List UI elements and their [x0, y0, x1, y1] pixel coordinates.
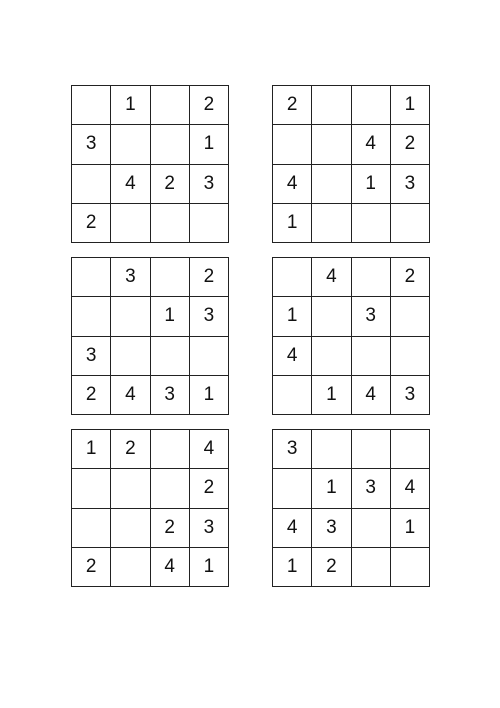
puzzle-cell[interactable]: 3 — [190, 509, 229, 548]
puzzle-cell[interactable] — [352, 337, 391, 376]
puzzle-cell[interactable]: 1 — [190, 125, 229, 164]
puzzle-cell[interactable]: 1 — [391, 509, 430, 548]
puzzle-cell[interactable] — [391, 204, 430, 243]
puzzle-cell[interactable]: 1 — [111, 86, 150, 125]
puzzle-cell[interactable]: 4 — [391, 469, 430, 508]
puzzle-cell[interactable] — [312, 125, 351, 164]
puzzle-cell[interactable]: 3 — [151, 376, 190, 415]
puzzle-cell[interactable]: 3 — [190, 165, 229, 204]
puzzle-cell[interactable]: 4 — [111, 376, 150, 415]
puzzle-cell[interactable]: 1 — [273, 548, 312, 587]
puzzle-cell[interactable]: 1 — [312, 469, 351, 508]
puzzle-cell[interactable]: 4 — [273, 337, 312, 376]
puzzle-cell[interactable]: 4 — [190, 430, 229, 469]
puzzle-cell[interactable]: 1 — [190, 376, 229, 415]
puzzle-cell[interactable] — [391, 548, 430, 587]
puzzle-cell[interactable]: 2 — [72, 548, 111, 587]
puzzle-cell[interactable] — [72, 469, 111, 508]
puzzle-cell[interactable]: 1 — [72, 430, 111, 469]
puzzle-cell[interactable]: 3 — [352, 297, 391, 336]
puzzle-cell[interactable] — [391, 337, 430, 376]
puzzle-cell[interactable] — [151, 430, 190, 469]
puzzle-grid-6 — [272, 429, 430, 587]
puzzle-cell[interactable] — [190, 204, 229, 243]
puzzle-cell[interactable] — [151, 258, 190, 297]
puzzle-cell[interactable] — [111, 337, 150, 376]
puzzle-grid-4 — [272, 257, 430, 415]
puzzle-cell[interactable]: 2 — [72, 204, 111, 243]
puzzle-cell[interactable] — [352, 509, 391, 548]
puzzle-cell[interactable] — [111, 469, 150, 508]
puzzle-cell[interactable]: 2 — [391, 258, 430, 297]
puzzle-cell[interactable] — [273, 125, 312, 164]
puzzle-cell[interactable] — [352, 548, 391, 587]
puzzle-cell[interactable] — [151, 125, 190, 164]
puzzle-cell[interactable] — [72, 509, 111, 548]
puzzle-cell[interactable] — [72, 86, 111, 125]
puzzle-cell[interactable]: 1 — [151, 297, 190, 336]
puzzle-cell[interactable]: 2 — [151, 165, 190, 204]
puzzle-cell[interactable]: 3 — [312, 509, 351, 548]
puzzle-cell[interactable] — [273, 258, 312, 297]
puzzle-grid-2 — [272, 85, 430, 243]
puzzle-cell[interactable]: 3 — [190, 297, 229, 336]
puzzle-cell[interactable]: 2 — [190, 258, 229, 297]
puzzle-cell[interactable] — [72, 297, 111, 336]
puzzle-cell[interactable]: 1 — [391, 86, 430, 125]
puzzle-cell[interactable]: 4 — [151, 548, 190, 587]
puzzle-cell[interactable] — [72, 258, 111, 297]
puzzle-cell[interactable] — [312, 297, 351, 336]
puzzle-cell[interactable]: 2 — [312, 548, 351, 587]
puzzle-cell[interactable]: 3 — [111, 258, 150, 297]
puzzle-cell[interactable] — [312, 430, 351, 469]
puzzle-cell[interactable]: 2 — [111, 430, 150, 469]
puzzle-cell[interactable]: 2 — [190, 469, 229, 508]
puzzle-cell[interactable]: 3 — [391, 376, 430, 415]
puzzle-cell[interactable] — [352, 430, 391, 469]
puzzle-cell[interactable]: 3 — [352, 469, 391, 508]
puzzle-cell[interactable]: 1 — [312, 376, 351, 415]
puzzle-cell[interactable]: 4 — [352, 376, 391, 415]
puzzle-cell[interactable] — [273, 469, 312, 508]
puzzle-cell[interactable] — [111, 125, 150, 164]
puzzle-cell[interactable] — [111, 297, 150, 336]
puzzle-cell[interactable]: 4 — [273, 165, 312, 204]
puzzle-cell[interactable]: 3 — [72, 337, 111, 376]
puzzle-cell[interactable] — [352, 204, 391, 243]
puzzle-cell[interactable] — [312, 86, 351, 125]
puzzle-grid-1 — [71, 85, 229, 243]
puzzle-cell[interactable] — [391, 297, 430, 336]
puzzle-cell[interactable]: 1 — [190, 548, 229, 587]
puzzle-cell[interactable]: 2 — [391, 125, 430, 164]
puzzle-cell[interactable] — [111, 509, 150, 548]
puzzle-cell[interactable]: 3 — [391, 165, 430, 204]
puzzle-cell[interactable]: 2 — [72, 376, 111, 415]
puzzle-cell[interactable] — [190, 337, 229, 376]
puzzle-cell[interactable] — [273, 376, 312, 415]
puzzle-cell[interactable]: 4 — [312, 258, 351, 297]
puzzle-cell[interactable] — [391, 430, 430, 469]
puzzle-cell[interactable]: 2 — [190, 86, 229, 125]
puzzle-cell[interactable] — [352, 86, 391, 125]
puzzle-grid-5 — [71, 429, 229, 587]
puzzle-cell[interactable] — [151, 337, 190, 376]
puzzle-cell[interactable]: 2 — [151, 509, 190, 548]
puzzle-cell[interactable]: 1 — [352, 165, 391, 204]
puzzle-cell[interactable]: 4 — [111, 165, 150, 204]
puzzle-cell[interactable] — [312, 165, 351, 204]
puzzle-cell[interactable] — [312, 337, 351, 376]
puzzle-cell[interactable] — [111, 204, 150, 243]
puzzle-cell[interactable] — [111, 548, 150, 587]
puzzle-cell[interactable]: 1 — [273, 297, 312, 336]
puzzle-cell[interactable] — [72, 165, 111, 204]
puzzle-cell[interactable]: 3 — [273, 430, 312, 469]
puzzle-cell[interactable] — [151, 469, 190, 508]
puzzle-cell[interactable] — [312, 204, 351, 243]
puzzle-cell[interactable]: 4 — [352, 125, 391, 164]
puzzle-cell[interactable]: 2 — [273, 86, 312, 125]
puzzle-cell[interactable] — [151, 86, 190, 125]
puzzle-cell[interactable] — [352, 258, 391, 297]
puzzle-cell[interactable]: 4 — [273, 509, 312, 548]
puzzle-cell[interactable] — [151, 204, 190, 243]
puzzle-cell[interactable]: 3 — [72, 125, 111, 164]
puzzle-grid-3 — [71, 257, 229, 415]
puzzle-cell[interactable]: 1 — [273, 204, 312, 243]
